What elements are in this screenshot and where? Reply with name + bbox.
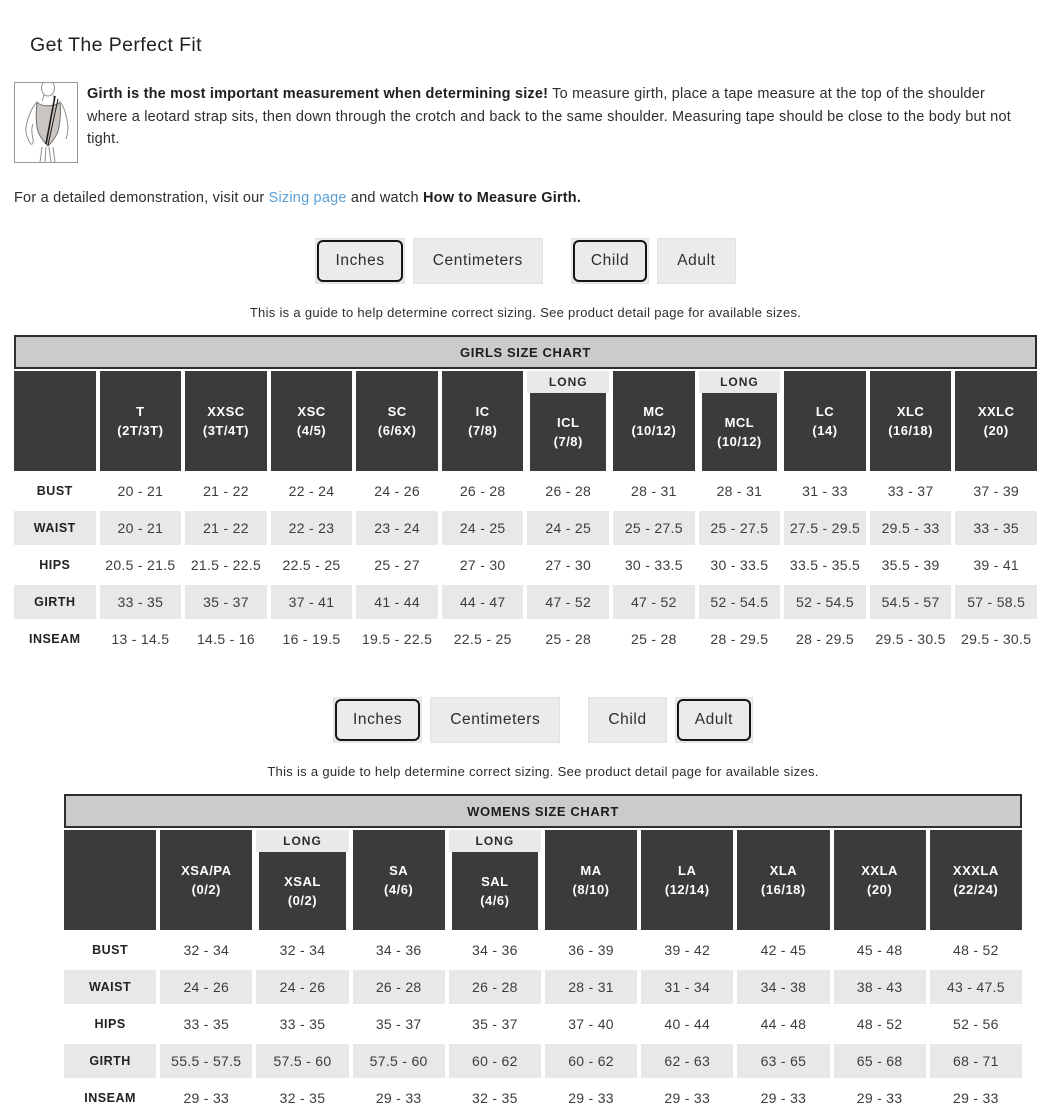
size-code: XXLA (861, 863, 898, 878)
size-column-header (930, 830, 1022, 930)
girth-intro-rest: To measure girth, place a tape measure at the top of the shoulder where a leotard strap sits, then down through the crotch and back to the same shoulder. Measuring tape should be close to the body but not tight. (87, 86, 1011, 147)
size-cell: 25 - 27.5 (699, 511, 781, 545)
row-label: INSEAM (28, 632, 81, 646)
size-name-block (955, 371, 1037, 471)
size-cell: 14.5 - 16 (196, 631, 255, 647)
size-cell: 28 - 31 (630, 483, 677, 499)
size-column-header (442, 371, 524, 471)
table-row (64, 933, 1022, 967)
size-cell: 32 - 35 (472, 1090, 518, 1106)
size-name-block (545, 830, 637, 930)
row-label: WAIST (14, 511, 96, 545)
size-cell: 34 - 38 (737, 970, 829, 1004)
size-column-cell (256, 830, 348, 930)
size-cell: 25 - 28 (630, 631, 677, 647)
size-code: SC (387, 404, 407, 419)
size-column-cell (353, 830, 445, 930)
size-code: XSAL (284, 874, 321, 889)
size-cell: 24 - 25 (442, 511, 524, 545)
size-column-cell (356, 371, 438, 471)
size-name-block (185, 371, 267, 471)
size-name-block (613, 371, 695, 471)
size-name-block (702, 393, 778, 471)
size-cell: 42 - 45 (760, 942, 807, 958)
size-cell: 33 - 35 (183, 1016, 230, 1032)
size-cell: 20.5 - 21.5 (105, 557, 176, 573)
row-label: WAIST (64, 970, 156, 1004)
row-label: HIPS (94, 1017, 126, 1031)
size-cell: 35 - 37 (185, 585, 267, 619)
size-cell: 44 - 47 (442, 585, 524, 619)
size-column-cell (737, 830, 829, 930)
size-cell: 48 - 52 (856, 1016, 903, 1032)
size-table-body (64, 933, 1022, 1115)
girls-chart-title: GIRLS SIZE CHART (460, 344, 591, 360)
leotard-girth-icon (14, 82, 78, 163)
size-code: IC (475, 404, 490, 419)
size-cell: 65 - 68 (834, 1044, 926, 1078)
size-code: LA (678, 863, 697, 878)
size-cell: 36 - 39 (568, 942, 614, 958)
size-cell: 62 - 63 (641, 1044, 733, 1078)
womens-chart-title-bar (64, 794, 1022, 828)
child-size-section (14, 238, 1037, 659)
row-label: HIPS (39, 558, 71, 572)
size-cell: 33.5 - 35.5 (789, 557, 861, 573)
size-cell: 52 - 54.5 (784, 585, 866, 619)
size-cell: 34 - 36 (375, 942, 422, 958)
size-column-cell (527, 371, 609, 471)
size-cell: 47 - 52 (613, 585, 695, 619)
size-cell: 35 - 37 (472, 1016, 518, 1032)
size-cell: 55.5 - 57.5 (160, 1044, 252, 1078)
size-cell: 57 - 58.5 (955, 585, 1037, 619)
toggle-row-adult (64, 697, 1022, 743)
blank-header-inner (14, 371, 96, 471)
size-column-header (955, 371, 1037, 471)
size-cell: 26 - 28 (449, 970, 541, 1004)
size-cell: 31 - 33 (802, 483, 848, 499)
size-column-cell (870, 371, 952, 471)
inches-button[interactable]: Inches (333, 697, 422, 743)
size-name-block (160, 830, 252, 930)
size-cell: 32 - 34 (279, 942, 326, 958)
size-column-header (870, 371, 952, 471)
size-cell: 39 - 42 (664, 942, 711, 958)
size-cell: 39 - 41 (973, 557, 1020, 573)
size-cell: 28 - 29.5 (710, 631, 769, 647)
size-cell: 31 - 34 (641, 970, 733, 1004)
table-row (64, 1081, 1022, 1115)
size-code: XXLC (977, 404, 1015, 419)
size-column-cell (442, 371, 524, 471)
size-cell: 43 - 47.5 (930, 970, 1022, 1004)
page-title: Get The Perfect Fit (30, 34, 202, 56)
size-range: (20) (867, 882, 893, 897)
row-label: INSEAM (84, 1091, 136, 1105)
size-cell: 29 - 33 (953, 1090, 999, 1106)
size-column-cell (100, 371, 182, 471)
size-cell: 27 - 30 (459, 557, 506, 573)
size-column-cell (930, 830, 1022, 930)
size-range: (10/12) (631, 423, 677, 438)
row-label: GIRTH (14, 585, 96, 619)
size-cell: 25 - 27.5 (613, 511, 695, 545)
toggle-row-child (14, 238, 1037, 284)
size-cell: 52 - 54.5 (699, 585, 781, 619)
size-cell: 26 - 28 (459, 483, 506, 499)
size-cell: 19.5 - 22.5 (361, 631, 433, 647)
size-code: SA (389, 863, 409, 878)
size-cell: 68 - 71 (930, 1044, 1022, 1078)
size-range: (14) (812, 423, 838, 438)
size-range: (2T/3T) (117, 423, 164, 438)
size-cell: 33 - 35 (279, 1016, 326, 1032)
womens-size-table (60, 827, 1026, 1118)
guide-note-child: This is a guide to help determine correct sizing. See product detail page for available sizes. (249, 305, 802, 320)
size-range: (4/6) (480, 893, 510, 908)
size-column-header (160, 830, 252, 930)
table-row (14, 585, 1037, 619)
size-name-block (100, 371, 182, 471)
size-range: (3T/4T) (202, 423, 249, 438)
size-cell: 60 - 62 (449, 1044, 541, 1078)
size-cell: 30 - 33.5 (710, 557, 769, 573)
size-code: XXSC (207, 404, 245, 419)
size-name-block (737, 830, 829, 930)
size-code: XSA/PA (181, 863, 232, 878)
size-column-header (527, 371, 609, 471)
size-cell: 40 - 44 (664, 1016, 711, 1032)
size-name-block (259, 852, 345, 930)
row-label: GIRTH (64, 1044, 156, 1078)
size-code: SAL (481, 874, 509, 889)
size-column-header (613, 371, 695, 471)
size-range: (16/18) (761, 882, 806, 897)
size-name-block (784, 371, 866, 471)
size-cell: 30 - 33.5 (624, 557, 683, 573)
size-cell: 24 - 26 (160, 970, 252, 1004)
size-cell: 44 - 48 (760, 1016, 807, 1032)
blank-header-cell (64, 830, 156, 930)
centimeters-button[interactable]: Centimeters (430, 697, 560, 743)
size-column-header (641, 830, 733, 930)
guide-note-adult: This is a guide to help determine correct sizing. See product detail page for available sizes. (267, 764, 819, 779)
size-table-head (14, 371, 1037, 471)
size-cell: 22.5 - 25 (282, 557, 341, 573)
row-label: BUST (36, 484, 73, 498)
size-name-block (442, 371, 524, 471)
size-range: (20) (983, 423, 1009, 438)
size-code: XSC (297, 404, 326, 419)
table-row (14, 622, 1037, 656)
size-range: (10/12) (717, 434, 762, 449)
size-name-block (834, 830, 926, 930)
header-row (64, 830, 1022, 930)
size-code: XLA (769, 863, 798, 878)
size-code: MC (643, 404, 665, 419)
size-cell: 13 - 14.5 (111, 631, 170, 647)
size-code: ICL (557, 415, 580, 430)
size-range: (8/10) (572, 882, 610, 897)
blank-header-dark (64, 830, 156, 930)
adult-button[interactable]: Adult (657, 238, 735, 284)
size-cell: 33 - 35 (100, 585, 182, 619)
size-cell: 34 - 36 (472, 942, 518, 958)
size-cell: 29 - 33 (568, 1090, 614, 1106)
blank-header-inner (64, 830, 156, 930)
size-range: (4/5) (296, 423, 327, 438)
size-column-cell (185, 371, 267, 471)
header-row (14, 371, 1037, 471)
girls-size-table (10, 368, 1041, 659)
size-column-header (353, 830, 445, 930)
size-cell: 29 - 33 (664, 1090, 711, 1106)
size-column-header (271, 371, 353, 471)
size-cell: 45 - 48 (856, 942, 903, 958)
size-table-head (64, 830, 1022, 930)
size-column-cell (271, 371, 353, 471)
size-column-header (737, 830, 829, 930)
size-code: XLC (896, 404, 925, 419)
size-column-header (699, 371, 781, 471)
size-cell: 29.5 - 30.5 (875, 631, 946, 647)
girth-intro-bold: Girth is the most important measurement when determining size! (87, 86, 549, 102)
girth-intro-row (14, 82, 1027, 163)
adult-button[interactable]: Adult (675, 697, 753, 743)
size-range: (4/6) (384, 882, 414, 897)
size-cell: 16 - 19.5 (282, 631, 341, 647)
table-row (64, 1007, 1022, 1041)
child-button[interactable]: Child (571, 238, 649, 284)
size-code: MCL (724, 415, 755, 430)
size-cell: 37 - 41 (271, 585, 353, 619)
size-range: (7/8) (468, 423, 498, 438)
size-code: XXXLA (952, 863, 999, 878)
size-cell: 24 - 25 (527, 511, 609, 545)
size-code: LC (815, 404, 835, 419)
size-column-cell (641, 830, 733, 930)
table-row (64, 970, 1022, 1004)
size-column-cell (784, 371, 866, 471)
size-table-body (14, 474, 1037, 656)
size-cell: 33 - 35 (955, 511, 1037, 545)
adult-size-section (64, 697, 1022, 1118)
size-cell: 21.5 - 22.5 (190, 557, 262, 573)
demo-prefix: For a detailed demonstration, visit our (14, 190, 265, 206)
blank-header-cell (14, 371, 96, 471)
size-cell: 22 - 23 (271, 511, 353, 545)
size-cell: 25 - 27 (374, 557, 420, 573)
size-name-block (870, 371, 952, 471)
table-row (14, 474, 1037, 508)
long-label: LONG (256, 830, 348, 852)
size-cell: 41 - 44 (356, 585, 438, 619)
size-cell: 25 - 28 (545, 631, 592, 647)
size-range: (16/18) (888, 423, 933, 438)
demo-bold: How to Measure Girth. (423, 190, 582, 206)
girth-intro-text (87, 83, 1027, 151)
size-cell: 32 - 35 (279, 1090, 326, 1106)
inches-button[interactable]: Inches (315, 238, 404, 284)
size-range: (12/14) (664, 882, 710, 897)
size-column-header (100, 371, 182, 471)
size-cell: 47 - 52 (527, 585, 609, 619)
size-range: (6/6X) (377, 423, 417, 438)
size-cell: 23 - 24 (356, 511, 438, 545)
size-cell: 63 - 65 (737, 1044, 829, 1078)
demo-middle: and watch (350, 190, 419, 206)
size-column-cell (613, 371, 695, 471)
sizing-page-link[interactable]: Sizing page (268, 190, 347, 206)
size-column-cell (834, 830, 926, 930)
size-cell: 60 - 62 (545, 1044, 637, 1078)
size-cell: 26 - 28 (545, 483, 592, 499)
size-name-block (930, 830, 1022, 930)
child-button[interactable]: Child (588, 697, 666, 743)
size-cell: 57.5 - 60 (256, 1044, 348, 1078)
size-cell: 35.5 - 39 (881, 557, 940, 573)
table-row (14, 511, 1037, 545)
size-cell: 21 - 22 (185, 511, 267, 545)
size-cell: 29 - 33 (183, 1090, 230, 1106)
size-cell: 29.5 - 30.5 (961, 631, 1032, 647)
size-cell: 29 - 33 (760, 1090, 807, 1106)
size-cell: 52 - 56 (953, 1016, 999, 1032)
size-name-block (530, 393, 606, 471)
size-column-cell (699, 371, 781, 471)
size-cell: 37 - 40 (568, 1016, 614, 1032)
womens-chart-title: WOMENS SIZE CHART (467, 803, 619, 819)
demo-line (14, 190, 1041, 206)
long-label: LONG (699, 371, 781, 393)
size-cell: 29.5 - 33 (870, 511, 952, 545)
size-range: (0/2) (287, 893, 318, 908)
size-cell: 20 - 21 (117, 483, 164, 499)
size-column-cell (449, 830, 541, 930)
size-range: (0/2) (191, 882, 221, 897)
size-code: MA (580, 863, 602, 878)
size-column-cell (545, 830, 637, 930)
girls-chart-title-bar (14, 335, 1037, 369)
size-name-block (271, 371, 353, 471)
long-label: LONG (527, 371, 609, 393)
size-cell: 27 - 30 (545, 557, 592, 573)
blank-header-dark (14, 371, 96, 471)
size-column-header (185, 371, 267, 471)
size-cell: 28 - 29.5 (796, 631, 854, 647)
size-range: (7/8) (553, 434, 583, 449)
size-name-block (353, 830, 445, 930)
size-name-block (356, 371, 438, 471)
long-label: LONG (449, 830, 541, 852)
size-code: T (136, 404, 145, 419)
size-cell: 24 - 26 (256, 970, 348, 1004)
table-row (64, 1044, 1022, 1078)
size-cell: 57.5 - 60 (353, 1044, 445, 1078)
size-cell: 54.5 - 57 (870, 585, 952, 619)
size-cell: 38 - 43 (834, 970, 926, 1004)
size-cell: 37 - 39 (973, 483, 1020, 499)
size-cell: 29 - 33 (856, 1090, 903, 1106)
size-cell: 28 - 31 (716, 483, 763, 499)
size-column-header (784, 371, 866, 471)
size-column-cell (955, 371, 1037, 471)
size-name-block (452, 852, 538, 930)
size-column-header (545, 830, 637, 930)
size-cell: 33 - 37 (887, 483, 934, 499)
size-cell: 32 - 34 (183, 942, 230, 958)
size-column-header (356, 371, 438, 471)
size-column-cell (160, 830, 252, 930)
centimeters-button[interactable]: Centimeters (413, 238, 543, 284)
size-column-header (834, 830, 926, 930)
size-range: (22/24) (953, 882, 999, 897)
size-cell: 27.5 - 29.5 (784, 511, 866, 545)
size-cell: 20 - 21 (100, 511, 182, 545)
size-name-block (641, 830, 733, 930)
size-cell: 24 - 26 (374, 483, 420, 499)
size-cell: 29 - 33 (375, 1090, 422, 1106)
size-cell: 22 - 24 (288, 483, 335, 499)
table-row (14, 548, 1037, 582)
size-cell: 35 - 37 (375, 1016, 422, 1032)
size-column-header (256, 830, 348, 930)
size-column-header (449, 830, 541, 930)
size-cell: 28 - 31 (545, 970, 637, 1004)
size-cell: 22.5 - 25 (453, 631, 512, 647)
size-cell: 21 - 22 (203, 483, 249, 499)
size-cell: 48 - 52 (953, 942, 999, 958)
size-cell: 26 - 28 (353, 970, 445, 1004)
row-label: BUST (92, 943, 129, 957)
